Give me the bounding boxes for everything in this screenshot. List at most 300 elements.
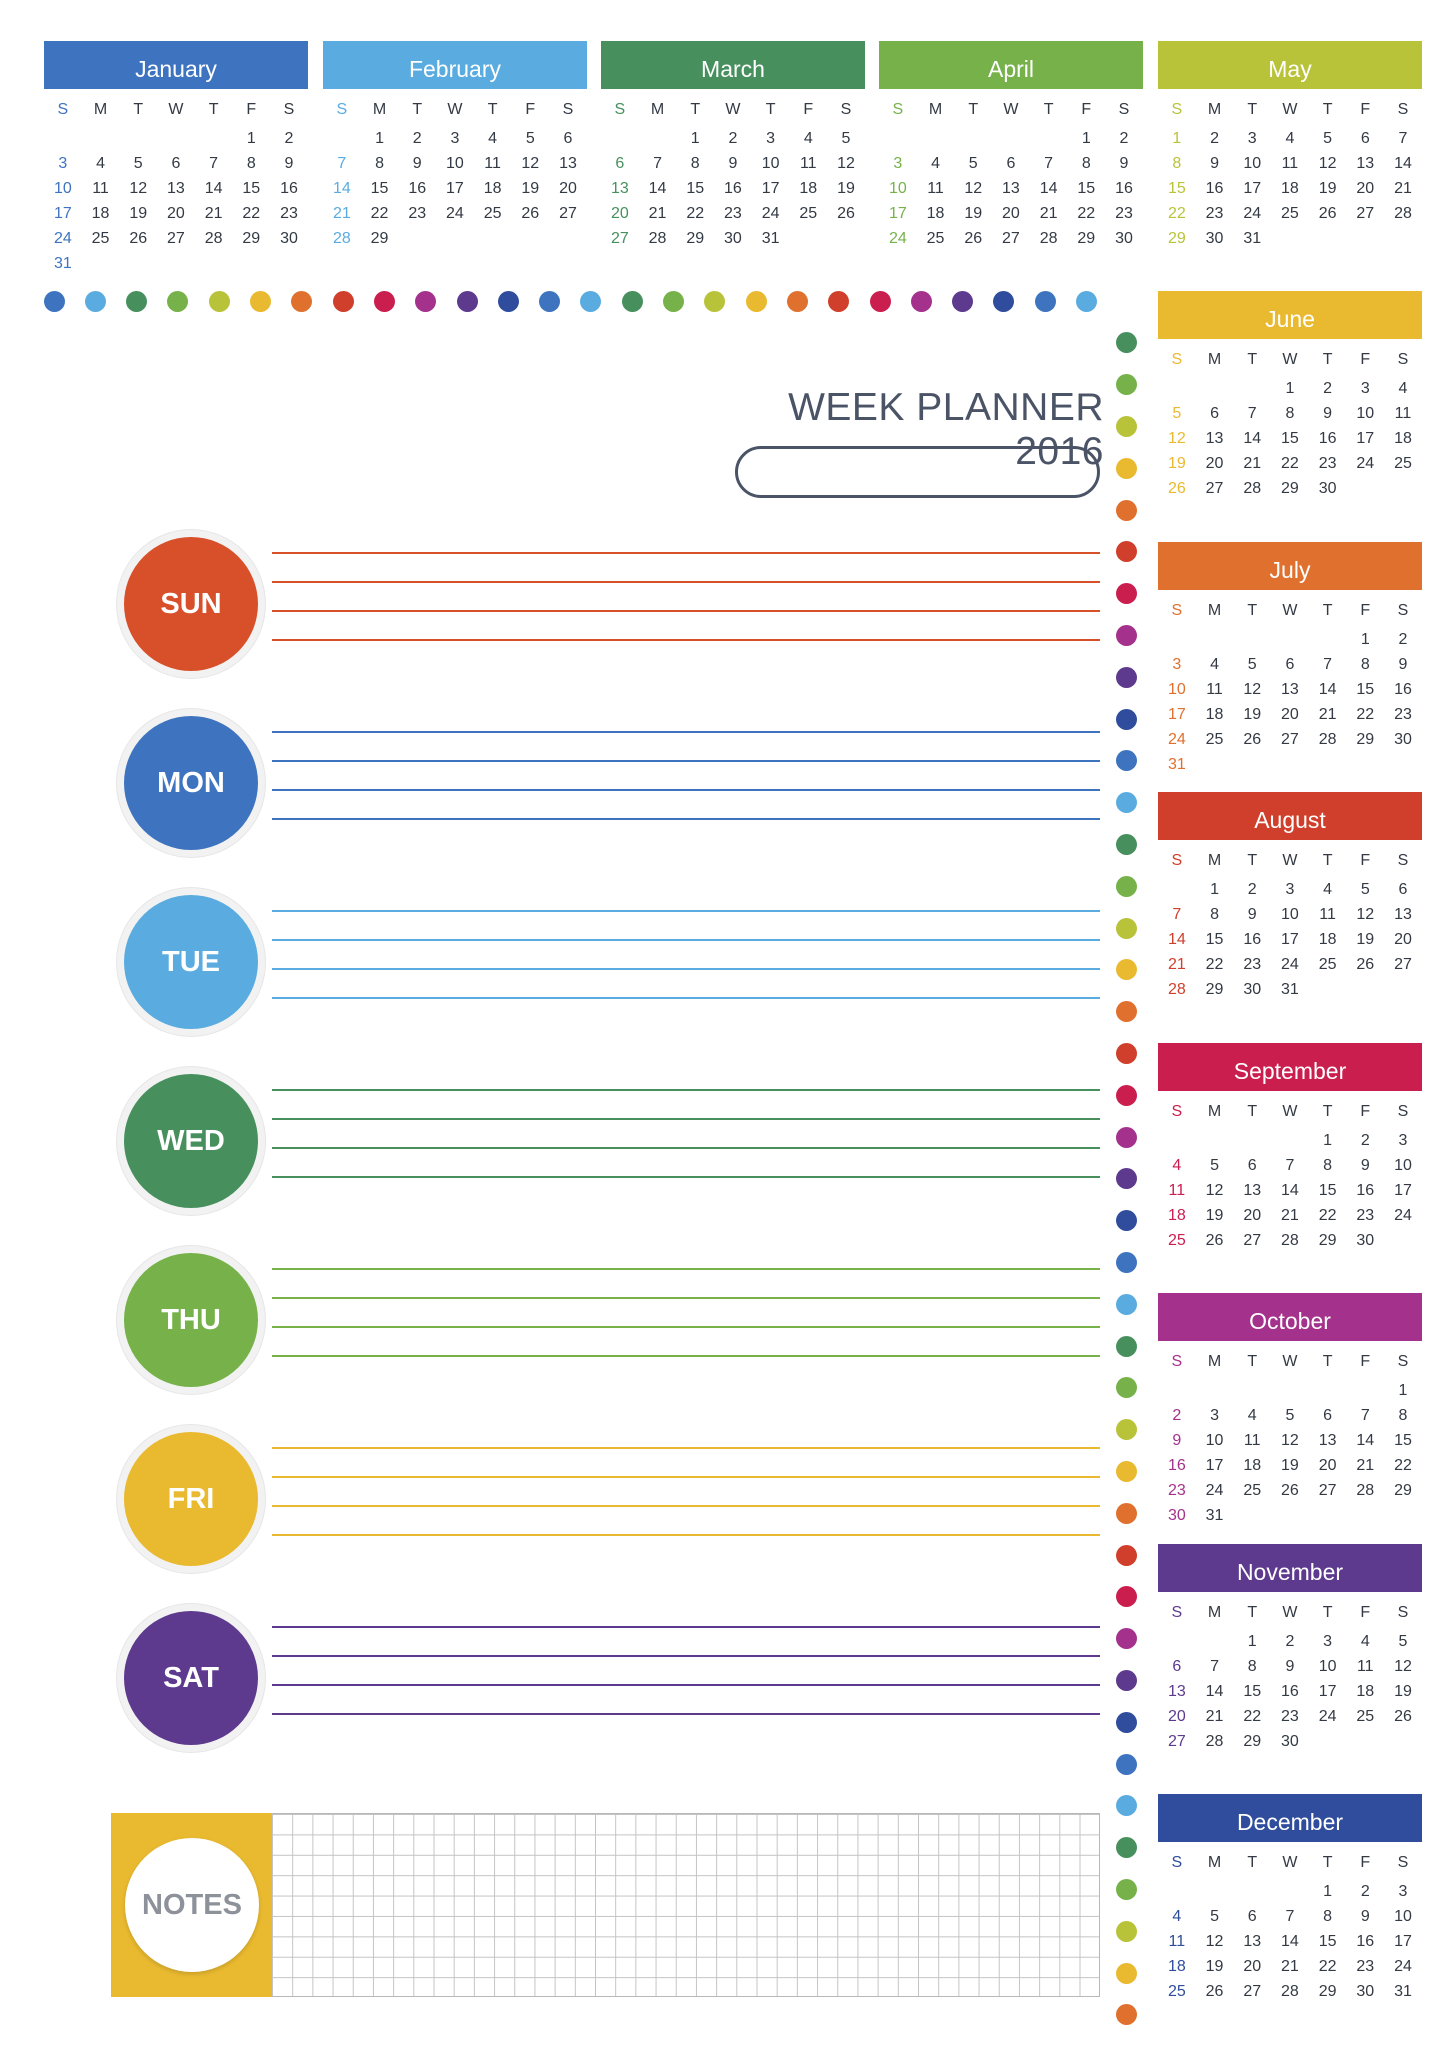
date-cell[interactable]: 10	[1281, 906, 1299, 923]
date-cell[interactable]: 14	[1039, 180, 1058, 197]
date-cell[interactable]: 28	[1039, 230, 1058, 247]
date-cell[interactable]: 2	[1210, 130, 1219, 147]
date-cell[interactable]: 18	[1243, 1457, 1262, 1474]
date-cell[interactable]: 7	[1323, 656, 1333, 673]
date-cell[interactable]: 9	[1323, 405, 1333, 422]
date-cell[interactable]: 20	[610, 205, 629, 222]
date-cell[interactable]: 1	[1081, 130, 1091, 147]
date-cell[interactable]: 5	[133, 155, 143, 172]
date-cell[interactable]: 8	[1360, 656, 1370, 673]
date-cell[interactable]: 10	[1167, 681, 1186, 698]
date-cell[interactable]: 2	[1398, 631, 1408, 648]
date-cell[interactable]: 8	[1323, 1157, 1333, 1174]
date-cell[interactable]: 25	[799, 205, 818, 222]
date-cell[interactable]: 7	[337, 155, 347, 172]
date-cell[interactable]: 31	[53, 255, 72, 272]
writing-line[interactable]	[272, 1297, 1100, 1299]
date-cell[interactable]: 4	[1285, 130, 1295, 147]
date-cell[interactable]: 16	[1167, 1457, 1186, 1474]
date-cell[interactable]: 26	[521, 205, 540, 222]
date-cell[interactable]: 12	[1356, 906, 1375, 923]
date-cell[interactable]: 13	[167, 180, 185, 197]
date-cell[interactable]: 6	[1172, 1658, 1182, 1675]
date-cell[interactable]: 24	[761, 205, 780, 222]
date-cell[interactable]: 12	[129, 180, 148, 197]
date-cell[interactable]: 2	[1247, 881, 1257, 898]
writing-line[interactable]	[272, 1268, 1100, 1270]
writing-line[interactable]	[272, 939, 1100, 941]
date-cell[interactable]: 30	[1167, 1507, 1186, 1524]
date-cell[interactable]: 24	[1318, 1708, 1337, 1725]
date-cell[interactable]: 22	[1167, 205, 1186, 222]
date-cell[interactable]: 13	[559, 155, 577, 172]
date-cell[interactable]: 21	[648, 205, 667, 222]
date-cell[interactable]: 30	[1243, 981, 1262, 998]
date-cell[interactable]: 19	[1167, 455, 1186, 472]
date-cell[interactable]: 4	[803, 130, 813, 147]
writing-line[interactable]	[272, 789, 1100, 791]
date-cell[interactable]: 16	[408, 180, 427, 197]
date-cell[interactable]: 13	[1394, 906, 1412, 923]
date-cell[interactable]: 11	[92, 180, 109, 197]
date-cell[interactable]: 7	[653, 155, 662, 172]
date-cell[interactable]: 8	[1172, 155, 1182, 172]
writing-line[interactable]	[272, 1476, 1100, 1478]
date-cell[interactable]: 9	[412, 155, 422, 172]
date-cell[interactable]: 28	[1356, 1482, 1375, 1499]
date-cell[interactable]: 15	[1394, 1432, 1412, 1449]
date-cell[interactable]: 22	[1356, 706, 1375, 723]
date-cell[interactable]: 6	[1285, 656, 1295, 673]
date-cell[interactable]: 19	[521, 180, 540, 197]
date-cell[interactable]: 8	[375, 155, 384, 172]
date-cell[interactable]: 4	[1172, 1157, 1182, 1174]
date-cell[interactable]: 5	[1210, 1908, 1219, 1925]
date-cell[interactable]: 29	[242, 230, 261, 247]
date-cell[interactable]: 18	[1205, 706, 1224, 723]
date-cell[interactable]: 20	[1394, 931, 1412, 948]
date-cell[interactable]: 17	[1243, 180, 1262, 197]
writing-line[interactable]	[272, 610, 1100, 612]
date-cell[interactable]: 7	[1285, 1908, 1295, 1925]
date-cell[interactable]: 13	[1002, 180, 1020, 197]
date-cell[interactable]: 21	[1281, 1958, 1299, 1975]
date-cell[interactable]: 23	[1356, 1207, 1375, 1224]
date-cell[interactable]: 31	[1167, 756, 1186, 773]
date-cell[interactable]: 13	[1243, 1182, 1262, 1199]
date-cell[interactable]: 23	[1281, 1708, 1299, 1725]
date-cell[interactable]: 15	[1281, 430, 1299, 447]
writing-line[interactable]	[272, 552, 1100, 554]
date-cell[interactable]: 28	[1318, 731, 1337, 748]
date-cell[interactable]: 22	[1205, 956, 1224, 973]
notes-grid[interactable]	[271, 1813, 1100, 1997]
date-cell[interactable]: 13	[1318, 1432, 1337, 1449]
date-cell[interactable]: 28	[1394, 205, 1412, 222]
date-cell[interactable]: 5	[1210, 1157, 1219, 1174]
date-cell[interactable]: 2	[284, 130, 294, 147]
writing-line[interactable]	[272, 581, 1100, 583]
date-cell[interactable]: 14	[1356, 1432, 1375, 1449]
date-cell[interactable]: 19	[1243, 706, 1262, 723]
date-cell[interactable]: 3	[58, 155, 68, 172]
date-cell[interactable]: 10	[1394, 1157, 1412, 1174]
date-cell[interactable]: 6	[1323, 1407, 1333, 1424]
date-cell[interactable]: 27	[1318, 1482, 1337, 1499]
date-cell[interactable]: 27	[1205, 480, 1224, 497]
date-cell[interactable]: 19	[837, 180, 855, 197]
date-cell[interactable]: 26	[1318, 205, 1337, 222]
date-cell[interactable]: 26	[964, 230, 983, 247]
writing-line[interactable]	[272, 1176, 1100, 1178]
date-cell[interactable]: 1	[1323, 1132, 1333, 1149]
date-cell[interactable]: 13	[1243, 1933, 1262, 1950]
date-cell[interactable]: 17	[53, 205, 72, 222]
date-cell[interactable]: 5	[1360, 881, 1370, 898]
date-cell[interactable]: 4	[488, 130, 498, 147]
date-cell[interactable]: 29	[1077, 230, 1096, 247]
date-cell[interactable]: 18	[1167, 1958, 1186, 1975]
date-cell[interactable]: 19	[1394, 1683, 1412, 1700]
date-cell[interactable]: 23	[1167, 1482, 1186, 1499]
date-cell[interactable]: 5	[1247, 656, 1257, 673]
date-cell[interactable]: 25	[1205, 731, 1224, 748]
date-cell[interactable]: 15	[1243, 1683, 1262, 1700]
date-cell[interactable]: 7	[1398, 130, 1408, 147]
date-cell[interactable]: 13	[1281, 681, 1299, 698]
date-cell[interactable]: 6	[1006, 155, 1016, 172]
date-cell[interactable]: 15	[242, 180, 261, 197]
date-cell[interactable]: 24	[1243, 205, 1262, 222]
date-cell[interactable]: 20	[167, 205, 185, 222]
date-cell[interactable]: 22	[686, 205, 705, 222]
date-cell[interactable]: 11	[1206, 681, 1223, 698]
date-cell[interactable]: 23	[408, 205, 427, 222]
date-cell[interactable]: 18	[1356, 1683, 1375, 1700]
writing-line[interactable]	[272, 1326, 1100, 1328]
date-cell[interactable]: 12	[1167, 430, 1186, 447]
writing-line[interactable]	[272, 968, 1100, 970]
date-cell[interactable]: 1	[1172, 130, 1182, 147]
date-cell[interactable]: 20	[1167, 1708, 1186, 1725]
date-cell[interactable]: 6	[171, 155, 181, 172]
date-cell[interactable]: 21	[1394, 180, 1412, 197]
date-cell[interactable]: 27	[1167, 1733, 1186, 1750]
date-cell[interactable]: 7	[1360, 1407, 1370, 1424]
date-cell[interactable]: 17	[1205, 1457, 1224, 1474]
writing-line[interactable]	[272, 731, 1100, 733]
date-cell[interactable]: 23	[1394, 706, 1412, 723]
date-cell[interactable]: 6	[1247, 1908, 1257, 1925]
date-cell[interactable]: 25	[1281, 205, 1299, 222]
date-cell[interactable]: 27	[1394, 956, 1412, 973]
date-cell[interactable]: 8	[246, 155, 256, 172]
date-cell[interactable]: 10	[1394, 1908, 1412, 1925]
date-cell[interactable]: 22	[1394, 1457, 1412, 1474]
date-cell[interactable]: 17	[1281, 931, 1299, 948]
date-cell[interactable]: 15	[1077, 180, 1096, 197]
date-cell[interactable]: 23	[1115, 205, 1133, 222]
date-cell[interactable]: 21	[1039, 205, 1058, 222]
date-cell[interactable]: 30	[1318, 480, 1337, 497]
date-cell[interactable]: 3	[1398, 1132, 1408, 1149]
date-cell[interactable]: 14	[1243, 430, 1262, 447]
date-cell[interactable]: 20	[559, 180, 577, 197]
date-cell[interactable]: 12	[521, 155, 540, 172]
date-cell[interactable]: 17	[1394, 1182, 1412, 1199]
date-cell[interactable]: 3	[450, 130, 460, 147]
date-cell[interactable]: 21	[1318, 706, 1337, 723]
date-cell[interactable]: 20	[1318, 1457, 1337, 1474]
date-cell[interactable]: 15	[370, 180, 389, 197]
date-cell[interactable]: 16	[724, 180, 742, 197]
date-cell[interactable]: 3	[1285, 881, 1295, 898]
date-cell[interactable]: 9	[1360, 1157, 1370, 1174]
date-cell[interactable]: 18	[1394, 430, 1412, 447]
date-cell[interactable]: 14	[332, 180, 351, 197]
date-cell[interactable]: 18	[799, 180, 818, 197]
date-cell[interactable]: 17	[1318, 1683, 1337, 1700]
date-cell[interactable]: 5	[968, 155, 978, 172]
date-cell[interactable]: 19	[1205, 1958, 1224, 1975]
date-cell[interactable]: 28	[1243, 480, 1262, 497]
date-cell[interactable]: 26	[1356, 956, 1375, 973]
date-cell[interactable]: 20	[1243, 1207, 1262, 1224]
date-cell[interactable]: 3	[1210, 1407, 1219, 1424]
date-cell[interactable]: 4	[1398, 380, 1408, 397]
date-cell[interactable]: 22	[1318, 1958, 1337, 1975]
date-cell[interactable]: 29	[1243, 1733, 1262, 1750]
date-cell[interactable]: 28	[1281, 1232, 1299, 1249]
date-cell[interactable]: 11	[1168, 1933, 1186, 1950]
date-cell[interactable]: 27	[1356, 205, 1375, 222]
date-cell[interactable]: 5	[1285, 1407, 1295, 1424]
date-cell[interactable]: 24	[1205, 1482, 1224, 1499]
date-cell[interactable]: 30	[1205, 230, 1224, 247]
date-cell[interactable]: 25	[1356, 1708, 1375, 1725]
date-cell[interactable]: 11	[1394, 405, 1412, 422]
writing-line[interactable]	[272, 1713, 1100, 1715]
date-cell[interactable]: 1	[246, 130, 256, 147]
date-cell[interactable]: 2	[1323, 380, 1333, 397]
date-cell[interactable]: 26	[837, 205, 855, 222]
date-cell[interactable]: 3	[1323, 1633, 1333, 1650]
date-cell[interactable]: 30	[1356, 1983, 1375, 2000]
date-cell[interactable]: 14	[1394, 155, 1412, 172]
date-cell[interactable]: 25	[1394, 455, 1412, 472]
date-cell[interactable]: 1	[690, 130, 700, 147]
date-cell[interactable]: 27	[1281, 731, 1299, 748]
date-cell[interactable]: 30	[724, 230, 742, 247]
writing-line[interactable]	[272, 1655, 1100, 1657]
date-cell[interactable]: 16	[1394, 681, 1412, 698]
date-cell[interactable]: 22	[1281, 455, 1299, 472]
date-cell[interactable]: 2	[1119, 130, 1129, 147]
date-cell[interactable]: 8	[1210, 906, 1219, 923]
date-cell[interactable]: 9	[1172, 1432, 1182, 1449]
date-cell[interactable]: 8	[690, 155, 700, 172]
date-cell[interactable]: 28	[332, 230, 351, 247]
date-cell[interactable]: 6	[1247, 1157, 1257, 1174]
date-cell[interactable]: 22	[1077, 205, 1096, 222]
date-cell[interactable]: 28	[1281, 1983, 1299, 2000]
date-cell[interactable]: 28	[648, 230, 667, 247]
date-cell[interactable]: 28	[1167, 981, 1186, 998]
date-cell[interactable]: 28	[1205, 1733, 1224, 1750]
date-cell[interactable]: 13	[1356, 155, 1375, 172]
date-cell[interactable]: 6	[1360, 130, 1370, 147]
date-cell[interactable]: 16	[1243, 931, 1262, 948]
date-cell[interactable]: 23	[1243, 956, 1262, 973]
date-cell[interactable]: 1	[1210, 881, 1219, 898]
date-cell[interactable]: 22	[1318, 1207, 1337, 1224]
date-cell[interactable]: 15	[1318, 1182, 1337, 1199]
date-cell[interactable]: 26	[1281, 1482, 1299, 1499]
date-cell[interactable]: 6	[615, 155, 625, 172]
date-cell[interactable]: 2	[1360, 1132, 1370, 1149]
date-cell[interactable]: 12	[837, 155, 855, 172]
writing-line[interactable]	[272, 1355, 1100, 1357]
date-cell[interactable]: 8	[1285, 405, 1295, 422]
date-cell[interactable]: 9	[284, 155, 294, 172]
writing-line[interactable]	[272, 997, 1100, 999]
date-cell[interactable]: 15	[1318, 1933, 1337, 1950]
date-cell[interactable]: 10	[1243, 155, 1262, 172]
date-cell[interactable]: 3	[893, 155, 903, 172]
date-cell[interactable]: 15	[1167, 180, 1186, 197]
date-cell[interactable]: 19	[1281, 1457, 1299, 1474]
date-cell[interactable]: 27	[1243, 1232, 1262, 1249]
date-cell[interactable]: 2	[1285, 1633, 1295, 1650]
date-cell[interactable]: 29	[1205, 981, 1224, 998]
date-cell[interactable]: 29	[1318, 1983, 1337, 2000]
date-cell[interactable]: 6	[1210, 405, 1219, 422]
date-cell[interactable]: 30	[1115, 230, 1133, 247]
date-cell[interactable]: 29	[1356, 731, 1375, 748]
date-cell[interactable]: 6	[563, 130, 573, 147]
date-cell[interactable]: 14	[1167, 931, 1186, 948]
date-cell[interactable]: 21	[1281, 1207, 1299, 1224]
date-cell[interactable]: 11	[799, 155, 817, 172]
date-cell[interactable]: 16	[1356, 1933, 1375, 1950]
writing-line[interactable]	[272, 1118, 1100, 1120]
date-cell[interactable]: 2	[728, 130, 738, 147]
date-cell[interactable]: 5	[1323, 130, 1333, 147]
date-cell[interactable]: 27	[1243, 1983, 1262, 2000]
date-cell[interactable]: 12	[1394, 1658, 1412, 1675]
date-cell[interactable]: 2	[1360, 1883, 1370, 1900]
date-cell[interactable]: 31	[1281, 981, 1299, 998]
writing-line[interactable]	[272, 1534, 1100, 1536]
date-cell[interactable]: 29	[370, 230, 389, 247]
date-cell[interactable]: 23	[1205, 205, 1224, 222]
date-cell[interactable]: 20	[1281, 706, 1299, 723]
date-cell[interactable]: 7	[1172, 906, 1182, 923]
date-cell[interactable]: 18	[1167, 1207, 1186, 1224]
date-cell[interactable]: 23	[280, 205, 298, 222]
date-cell[interactable]: 9	[1360, 1908, 1370, 1925]
date-cell[interactable]: 18	[926, 205, 945, 222]
date-cell[interactable]: 25	[926, 230, 945, 247]
date-cell[interactable]: 14	[1205, 1683, 1224, 1700]
date-cell[interactable]: 4	[1323, 881, 1333, 898]
date-cell[interactable]: 14	[1281, 1182, 1299, 1199]
date-cell[interactable]: 16	[1281, 1683, 1299, 1700]
writing-line[interactable]	[272, 639, 1100, 641]
date-cell[interactable]: 1	[1323, 1883, 1333, 1900]
date-cell[interactable]: 24	[1394, 1958, 1412, 1975]
date-cell[interactable]: 10	[1205, 1432, 1224, 1449]
date-cell[interactable]: 26	[1394, 1708, 1412, 1725]
date-cell[interactable]: 22	[242, 205, 261, 222]
date-cell[interactable]: 10	[53, 180, 72, 197]
date-cell[interactable]: 15	[686, 180, 705, 197]
date-cell[interactable]: 12	[964, 180, 983, 197]
date-cell[interactable]: 9	[1285, 1658, 1295, 1675]
date-cell[interactable]: 4	[1172, 1908, 1182, 1925]
date-cell[interactable]: 21	[1356, 1457, 1375, 1474]
date-cell[interactable]: 8	[1247, 1658, 1257, 1675]
date-cell[interactable]: 12	[1205, 1182, 1224, 1199]
date-cell[interactable]: 8	[1081, 155, 1091, 172]
date-cell[interactable]: 1	[1360, 631, 1370, 648]
date-cell[interactable]: 26	[1205, 1232, 1224, 1249]
date-cell[interactable]: 24	[1281, 956, 1299, 973]
date-cell[interactable]: 14	[648, 180, 667, 197]
date-cell[interactable]: 11	[484, 155, 501, 172]
date-cell[interactable]: 5	[841, 130, 851, 147]
date-cell[interactable]: 21	[204, 205, 223, 222]
date-cell[interactable]: 13	[1205, 430, 1224, 447]
date-cell[interactable]: 4	[931, 155, 940, 172]
date-cell[interactable]: 1	[375, 130, 384, 147]
date-cell[interactable]: 18	[1281, 180, 1299, 197]
date-cell[interactable]: 5	[525, 130, 535, 147]
date-cell[interactable]: 12	[1318, 155, 1337, 172]
date-cell[interactable]: 21	[1167, 956, 1186, 973]
writing-line[interactable]	[272, 760, 1100, 762]
date-cell[interactable]: 14	[1318, 681, 1337, 698]
date-cell[interactable]: 11	[1281, 155, 1299, 172]
date-cell[interactable]: 3	[1247, 130, 1257, 147]
date-cell[interactable]: 25	[1167, 1983, 1186, 2000]
date-cell[interactable]: 11	[1243, 1432, 1261, 1449]
date-cell[interactable]: 21	[332, 205, 351, 222]
date-cell[interactable]: 29	[1394, 1482, 1412, 1499]
date-cell[interactable]: 27	[167, 230, 185, 247]
date-cell[interactable]: 17	[888, 205, 907, 222]
date-cell[interactable]: 18	[1318, 931, 1337, 948]
date-cell[interactable]: 4	[96, 155, 105, 172]
writing-line[interactable]	[272, 1505, 1100, 1507]
date-cell[interactable]: 25	[1243, 1482, 1262, 1499]
date-cell[interactable]: 31	[1243, 230, 1262, 247]
date-cell[interactable]: 16	[1205, 180, 1224, 197]
date-cell[interactable]: 27	[559, 205, 577, 222]
date-cell[interactable]: 20	[1243, 1958, 1262, 1975]
date-cell[interactable]: 17	[1356, 430, 1375, 447]
date-cell[interactable]: 7	[1210, 1658, 1219, 1675]
date-cell[interactable]: 13	[610, 180, 629, 197]
date-cell[interactable]: 26	[1167, 480, 1186, 497]
date-cell[interactable]: 3	[1360, 380, 1370, 397]
date-cell[interactable]: 19	[129, 205, 148, 222]
date-cell[interactable]: 18	[483, 180, 502, 197]
date-cell[interactable]: 1	[1247, 1633, 1257, 1650]
date-cell[interactable]: 11	[1319, 906, 1336, 923]
date-cell[interactable]: 20	[1002, 205, 1020, 222]
date-cell[interactable]: 16	[1356, 1182, 1375, 1199]
